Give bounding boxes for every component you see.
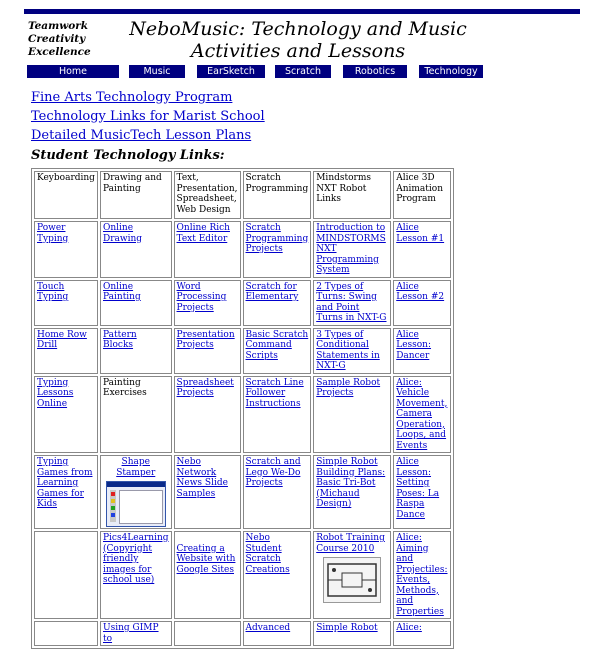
cell-link[interactable]: Pattern Blocks xyxy=(103,329,137,350)
nav-bar xyxy=(27,65,557,78)
col-header-alice: Alice 3D Animation Program xyxy=(393,171,450,219)
cell-link[interactable]: Shape Stamper xyxy=(116,457,156,478)
cell-link[interactable]: Alice Lesson: Dancer xyxy=(396,329,432,361)
link-fine-arts[interactable]: Fine Arts Technology Program xyxy=(31,90,233,105)
table-row xyxy=(34,280,451,326)
cell-link[interactable]: Nebo Student Scratch Creations xyxy=(245,533,290,575)
cell-link[interactable]: Basic Scratch Command Scripts xyxy=(245,329,309,361)
cell-link[interactable]: Advanced xyxy=(245,623,291,633)
cell-link[interactable]: Alice: Vehicle Movement, Camera Operation, Loops, and Events xyxy=(396,377,448,451)
cell-link[interactable]: Presentation Projects xyxy=(176,329,235,350)
nav-earsketch[interactable]: EarSketch xyxy=(197,65,265,78)
cell-link[interactable]: Word Processing Projects xyxy=(176,281,227,313)
color-swatch xyxy=(111,506,115,510)
table-row xyxy=(34,376,451,454)
cell-link[interactable]: Alice: Aiming and Projectiles: Events, Methods, and Properties xyxy=(396,533,448,617)
color-swatch xyxy=(111,513,115,517)
table-row xyxy=(34,531,451,619)
col-header-mindstorms: Mindstorms NXT Robot Links xyxy=(313,171,391,219)
nav-music[interactable]: Music xyxy=(129,65,185,78)
motto xyxy=(28,20,91,59)
nav-home[interactable]: Home xyxy=(27,65,119,78)
cell-link[interactable]: Online Drawing xyxy=(103,223,143,244)
table-row xyxy=(34,221,451,278)
cell-link[interactable]: Nebo Network News Slide Samples xyxy=(176,457,228,499)
nav-technology[interactable]: Technology xyxy=(419,65,483,78)
cell-link[interactable]: Scratch Programming Projects xyxy=(245,223,309,254)
drawing-canvas xyxy=(119,490,163,524)
cell-link[interactable]: Typing Lessons Online xyxy=(37,377,74,409)
shape-stamper-thumbnail[interactable] xyxy=(106,481,166,527)
cell-link[interactable]: Alice: xyxy=(396,623,422,633)
nav-scratch[interactable]: Scratch xyxy=(275,65,331,78)
table-row xyxy=(34,621,451,646)
motto-line: Teamwork xyxy=(28,20,89,32)
cell-link[interactable]: Creating a Website with Google Sites xyxy=(176,543,236,575)
site-title-line2: Activities and Lessons xyxy=(190,40,406,62)
col-header-text: Text, Presentation, Spreadsheet, Web Design xyxy=(174,171,241,219)
cell-link[interactable]: Alice Lesson #2 xyxy=(396,281,445,302)
student-links-heading: Student Technology Links: xyxy=(31,148,225,163)
table-header-row xyxy=(34,171,451,219)
cell-link[interactable]: 2 Types of Turns: Swing and Point Turns in NXT-G xyxy=(316,281,387,323)
cell-link[interactable]: Typing Games from Learning Games for Kids xyxy=(37,457,93,509)
window-titlebar xyxy=(107,482,165,487)
cell-link[interactable]: Spreadsheet Projects xyxy=(176,377,234,398)
link-marist[interactable]: Technology Links for Marist School xyxy=(31,109,265,124)
color-swatch xyxy=(111,492,115,496)
cell-link[interactable]: Scratch and Lego We-Do Projects xyxy=(245,457,301,488)
cell-link[interactable]: Scratch for Elementary xyxy=(245,281,299,302)
cell-link[interactable]: Online Rich Text Editor xyxy=(176,223,230,244)
col-header-scratch: Scratch Programming xyxy=(243,171,312,219)
cell-link[interactable]: Online Painting xyxy=(103,281,141,302)
cell-text: Painting Exercises xyxy=(103,377,147,398)
cell-link[interactable]: Introduction to MINDSTORMS NXT Programming System xyxy=(316,223,386,275)
motto-line: Creativity xyxy=(28,33,86,45)
cell-link[interactable]: Touch Typing xyxy=(37,281,69,302)
program-links xyxy=(31,88,265,145)
cell-link[interactable]: Pics4Learning (Copyright friendly images for school use) xyxy=(103,533,169,585)
site-header xyxy=(24,14,580,64)
cell-link[interactable]: Power Typing xyxy=(37,223,69,244)
cell-link[interactable]: Sample Robot Projects xyxy=(316,377,381,398)
cell-link[interactable]: Home Row Drill xyxy=(37,329,87,350)
cell-link[interactable]: Simple Robot Building Plans: Basic Tri-Bot (Michaud Design) xyxy=(316,457,386,509)
cell-link[interactable]: Alice Lesson #1 xyxy=(396,223,445,244)
cell-link[interactable]: Scratch Line Follower Instructions xyxy=(245,377,304,409)
motto-line: Excellence xyxy=(28,46,91,58)
table-row xyxy=(34,455,451,529)
table-row xyxy=(34,328,451,374)
cell-link[interactable]: Alice Lesson: Setting Poses: La Raspa Dance xyxy=(396,457,440,520)
color-swatch xyxy=(111,499,115,503)
cell-link[interactable]: Using GIMP to xyxy=(103,623,159,644)
col-header-drawing: Drawing and Painting xyxy=(100,171,172,219)
cell-link[interactable]: Robot Training Course 2010 xyxy=(316,533,385,554)
site-title-line1: NeboMusic: Technology and Music xyxy=(129,18,467,40)
robot-course-thumbnail[interactable] xyxy=(323,557,381,603)
cell-link[interactable]: Simple Robot xyxy=(316,623,378,633)
col-header-keyboarding: Keyboarding xyxy=(34,171,98,219)
link-lesson-plans[interactable]: Detailed MusicTech Lesson Plans xyxy=(31,128,252,143)
site-title xyxy=(108,18,488,62)
tech-links-table xyxy=(31,168,454,649)
cell-link[interactable]: 3 Types of Conditional Statements in NXT-G xyxy=(316,329,380,371)
nav-robotics[interactable]: Robotics xyxy=(343,65,407,78)
